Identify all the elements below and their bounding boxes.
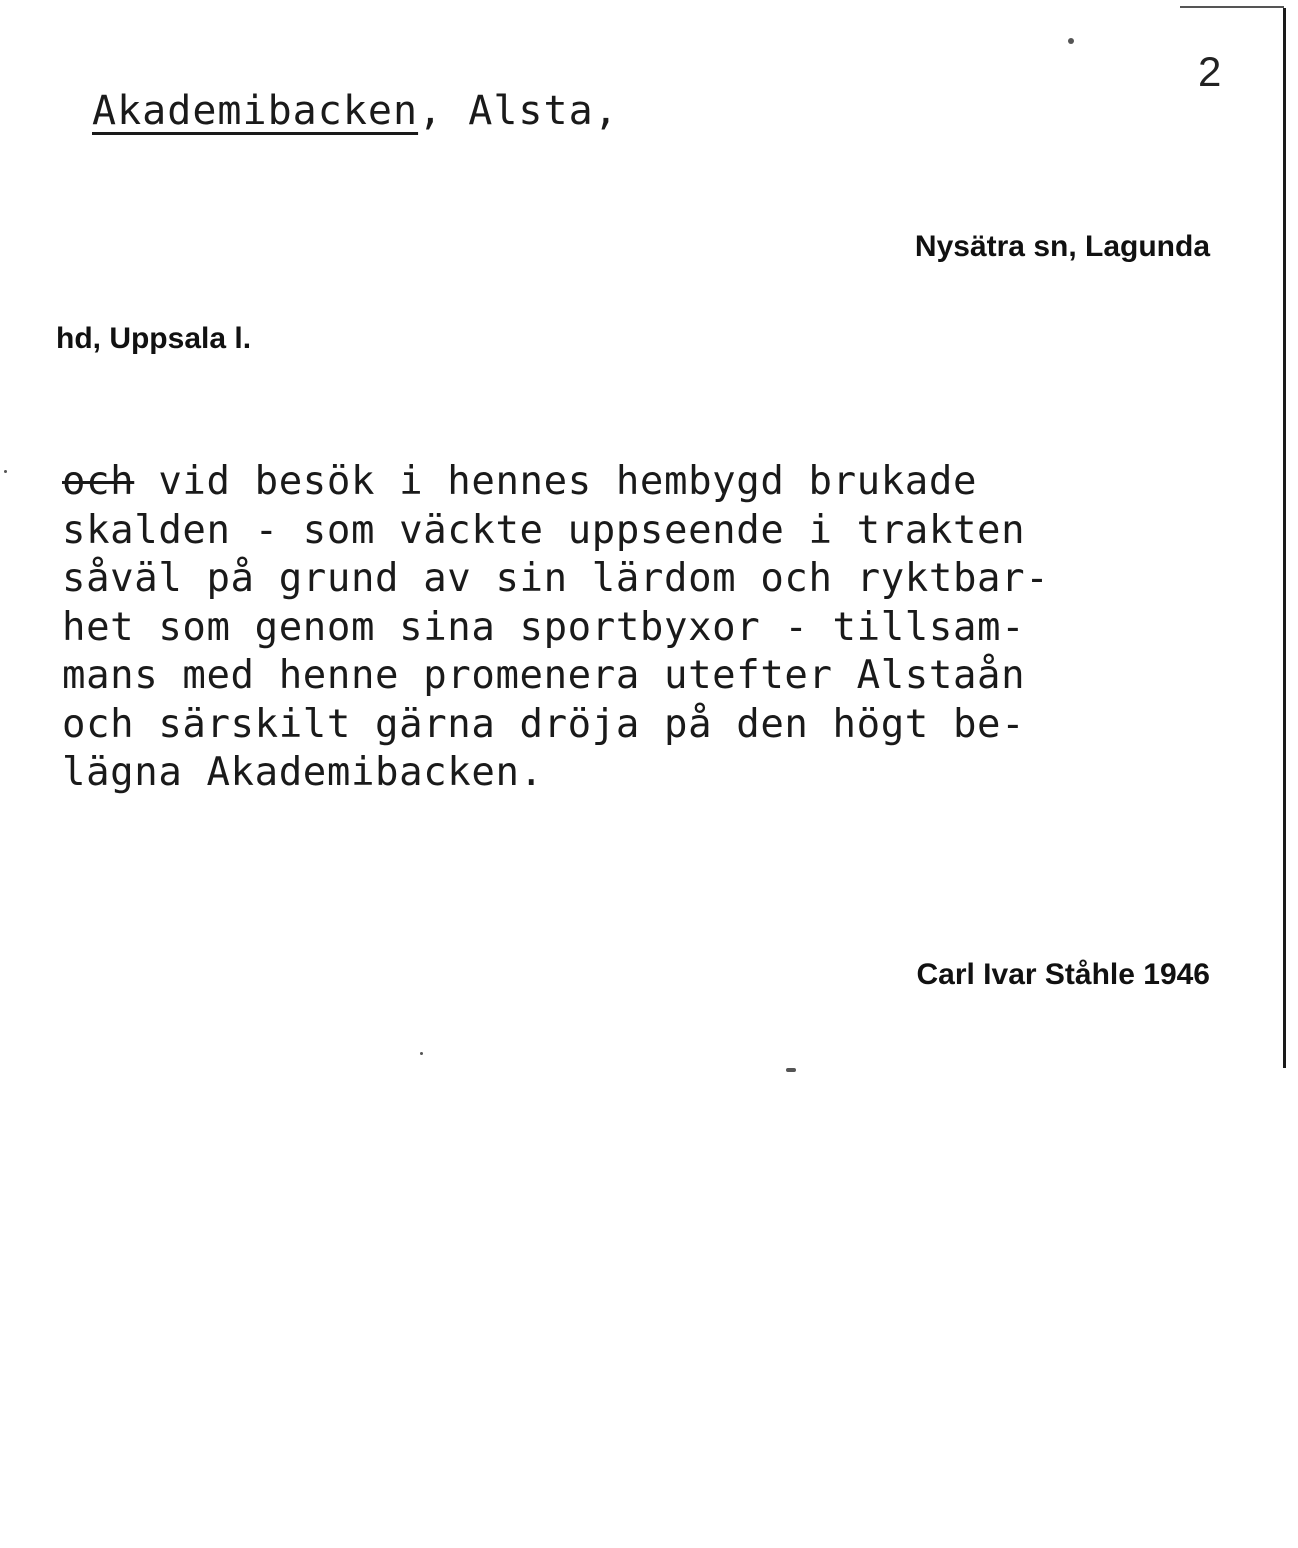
- ink-speck: [420, 1052, 423, 1055]
- body-line-6: och särskilt gärna dröja på den högt be-: [62, 701, 1026, 747]
- body-line-2: skalden - som väckte uppseende i trakten: [62, 507, 1026, 553]
- signature-stamp: Carl Ivar Ståhle 1946: [916, 958, 1210, 991]
- card-right-edge: [1283, 8, 1286, 1068]
- card-top-edge: [1180, 6, 1284, 8]
- heading-rest: , Alsta,: [418, 88, 619, 134]
- struck-word: och: [62, 459, 135, 504]
- body-line-7: lägna Akademibacken.: [62, 750, 544, 795]
- card-heading: [92, 88, 619, 134]
- ink-speck: [4, 470, 7, 473]
- body-line-5: mans med henne promenera utefter Alstaån: [62, 653, 1026, 698]
- ink-speck: [1068, 38, 1074, 44]
- card-body: [62, 458, 1049, 798]
- body-line-1-text: vid besök i hennes hembygd brukade: [134, 459, 978, 504]
- page-number: 2: [1198, 48, 1222, 95]
- parish-stamp: Nysätra sn, Lagunda: [914, 230, 1210, 263]
- body-line-4: het som genom sina sportbyxor - tillsam-: [62, 604, 1026, 650]
- district-stamp: hd, Uppsala l.: [56, 322, 252, 355]
- ink-speck: [786, 1068, 796, 1072]
- body-line-1: [62, 458, 1049, 507]
- body-line-3: såväl på grund av sin lärdom och ryktbar-: [62, 556, 1050, 601]
- heading-place: Akademibacken: [92, 88, 419, 134]
